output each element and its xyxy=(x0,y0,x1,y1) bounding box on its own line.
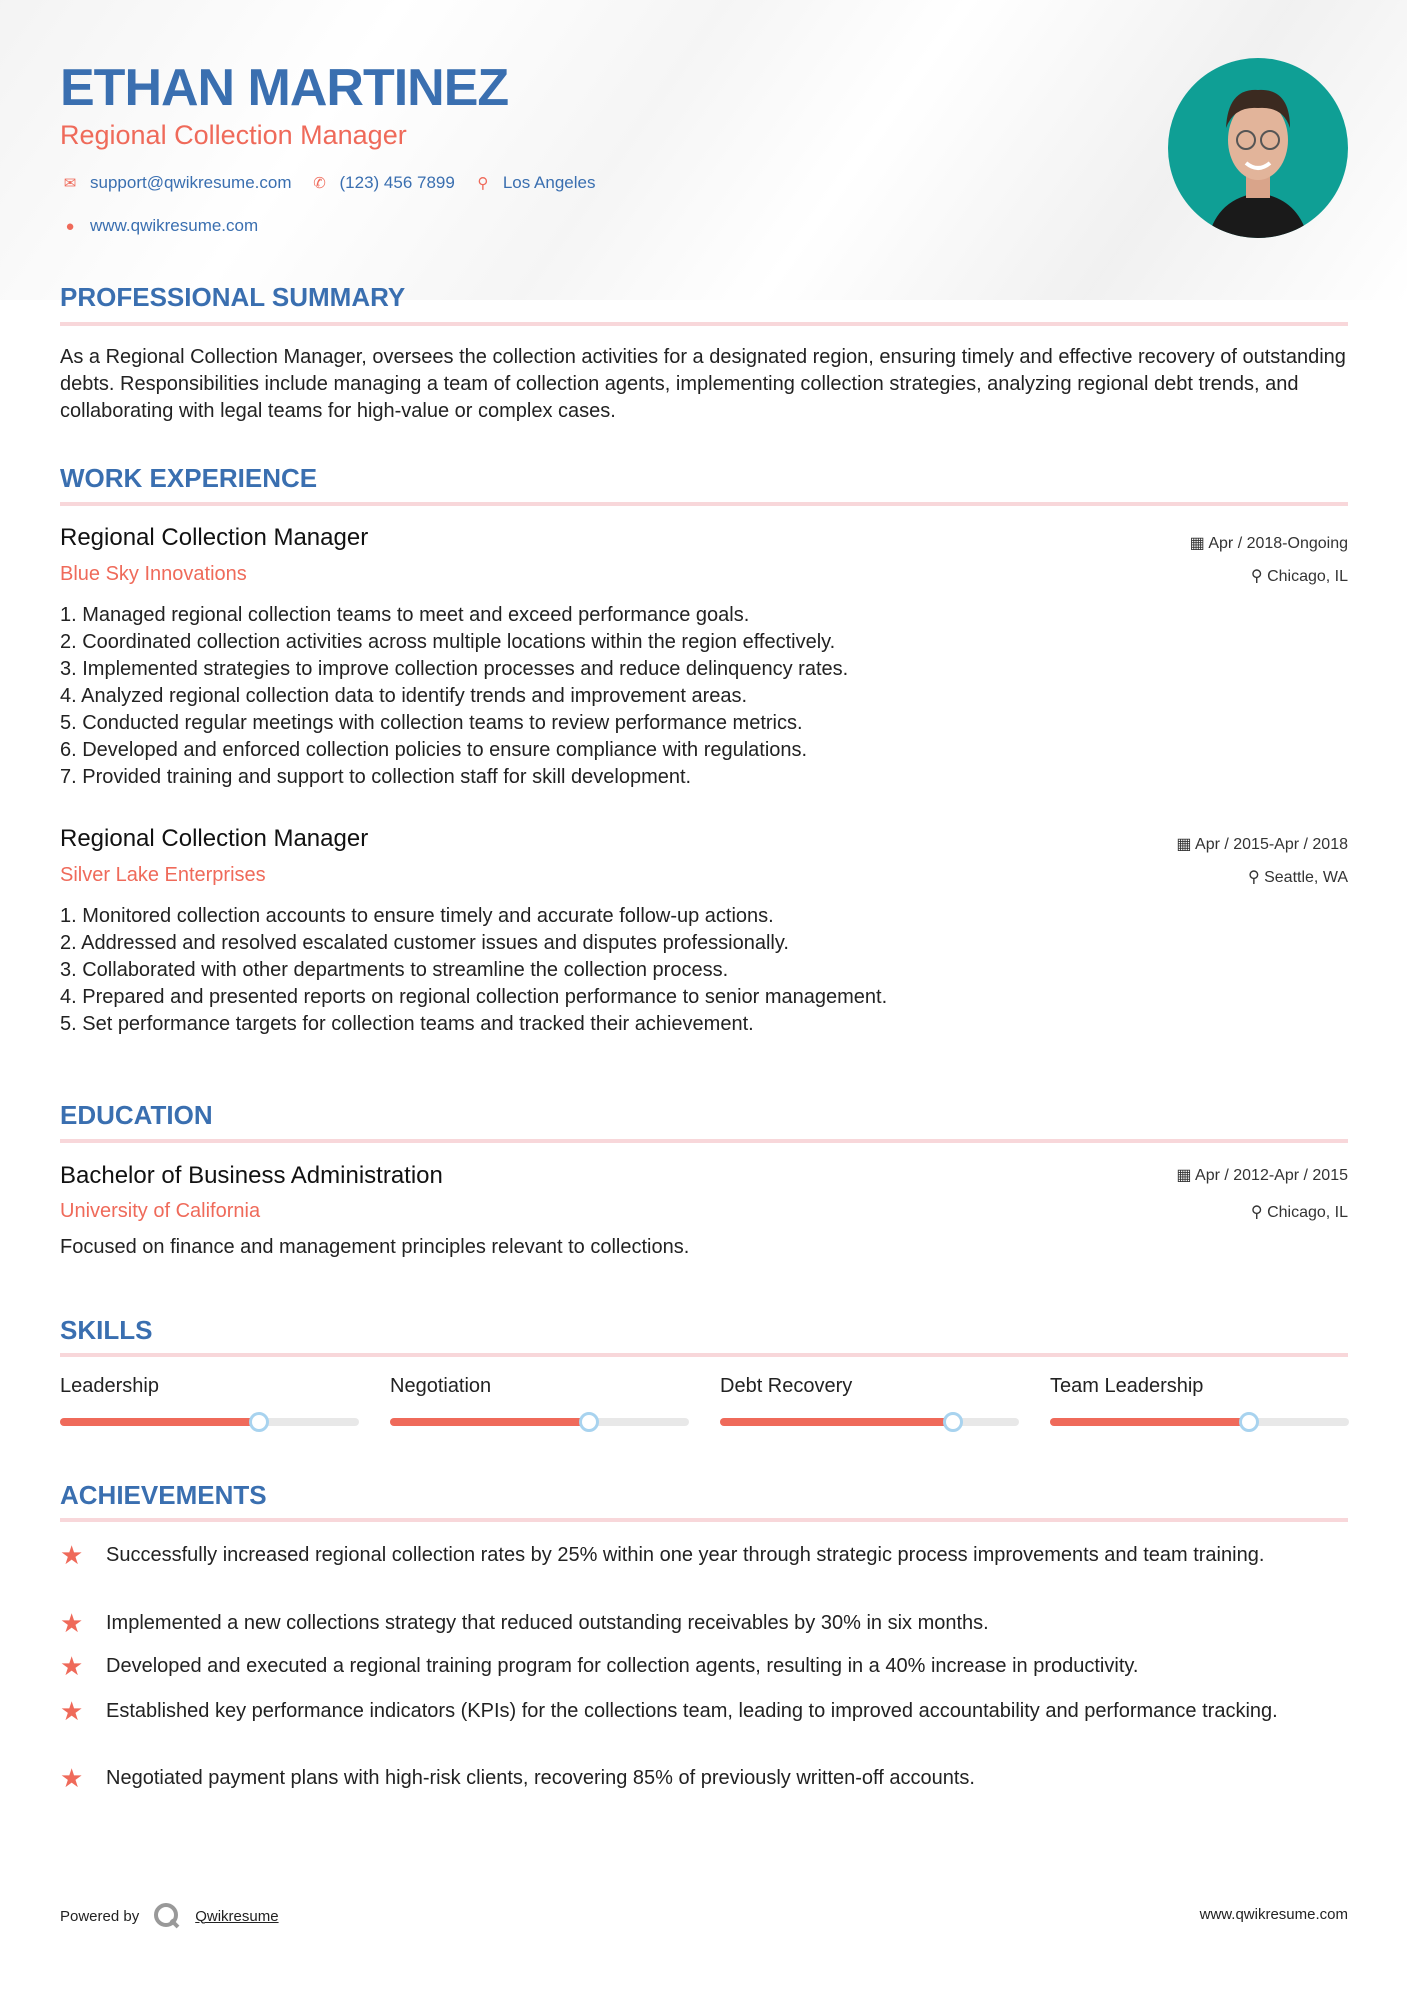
qwikresume-logo-icon xyxy=(153,1902,181,1930)
pin-icon: ⚲ xyxy=(1250,1204,1268,1221)
skill-item xyxy=(1050,1375,1349,1426)
skill-bar-knob xyxy=(579,1412,599,1432)
skill-bar-fill xyxy=(60,1418,259,1426)
job-title: Regional Collection Manager xyxy=(60,524,369,551)
divider xyxy=(60,502,1348,506)
list-item: 1. Monitored collection accounts to ensure timely and accurate follow-up actions. xyxy=(60,905,774,927)
location-pin-icon: ⚲ xyxy=(477,175,489,192)
location-text: Chicago, IL xyxy=(1267,568,1348,585)
divider xyxy=(60,1518,1348,1522)
pin-icon: ⚲ xyxy=(1250,568,1268,585)
skill-name: Negotiation xyxy=(390,1375,492,1397)
skill-bar xyxy=(1050,1418,1349,1426)
footer-website[interactable]: www.qwikresume.com xyxy=(1199,1906,1348,1923)
pin-icon: ⚲ xyxy=(1247,869,1265,886)
avatar xyxy=(1168,58,1348,238)
summary-heading: PROFESSIONAL SUMMARY xyxy=(60,282,406,312)
achievement-text: Developed and executed a regional training program for collection agents, resulting in a 40% increase in productivity. xyxy=(106,1655,1139,1677)
achievement-text: Implemented a new collections strategy that reduced outstanding receivables by 30% in six months. xyxy=(106,1612,989,1634)
achievement-item xyxy=(60,1542,1348,1569)
list-item: 4. Analyzed regional collection data to identify trends and improvement areas. xyxy=(60,685,748,707)
list-item: 5. Conducted regular meetings with collection teams to review performance metrics. xyxy=(60,712,803,734)
skill-item xyxy=(720,1375,1019,1426)
job-company: Blue Sky Innovations xyxy=(60,563,247,585)
skills-list xyxy=(60,1375,1349,1426)
star-icon: ★ xyxy=(60,1540,84,1570)
job-bullets xyxy=(60,602,848,791)
divider xyxy=(60,1353,1348,1357)
achievement-item xyxy=(60,1610,1348,1637)
achievement-text: Established key performance indicators (KPIs) for the collections team, leading to improved accountability and performance tracking. xyxy=(106,1700,1278,1722)
website-row xyxy=(60,216,258,236)
calendar-icon: ▦ xyxy=(1176,1167,1196,1184)
skills-heading: SKILLS xyxy=(60,1315,153,1345)
location-text: Seattle, WA xyxy=(1264,869,1348,886)
list-item: 6. Developed and enforced collection policies to ensure compliance with regulations. xyxy=(60,739,808,761)
achievement-item xyxy=(60,1653,1348,1680)
skill-bar-fill xyxy=(390,1418,589,1426)
skill-name: Team Leadership xyxy=(1050,1375,1204,1397)
skill-name: Debt Recovery xyxy=(720,1375,853,1397)
experience-heading: WORK EXPERIENCE xyxy=(60,463,318,493)
list-item: 2. Coordinated collection activities across multiple locations within the region effectively. xyxy=(60,631,836,653)
school: University of California xyxy=(60,1200,261,1222)
degree: Bachelor of Business Administration xyxy=(60,1162,443,1189)
list-item: 7. Provided training and support to collection staff for skill development. xyxy=(60,766,692,788)
education-location xyxy=(1251,1202,1348,1222)
job-company: Silver Lake Enterprises xyxy=(60,864,266,886)
job-dates xyxy=(1190,533,1348,553)
list-item: 3. Collaborated with other departments to streamline the collection process. xyxy=(60,959,729,981)
achievement-text: Negotiated payment plans with high-risk clients, recovering 85% of previously written-off accounts. xyxy=(106,1767,975,1789)
divider xyxy=(60,322,1348,326)
location-text: Chicago, IL xyxy=(1267,1204,1348,1221)
website-link[interactable]: www.qwikresume.com xyxy=(90,216,259,235)
qwikresume-link[interactable]: Qwikresume xyxy=(195,1907,279,1925)
skill-bar xyxy=(60,1418,359,1426)
star-icon: ★ xyxy=(60,1608,84,1638)
skill-bar-fill xyxy=(1050,1418,1249,1426)
education-description: Focused on finance and management principles relevant to collections. xyxy=(60,1236,690,1258)
skill-bar-knob xyxy=(1239,1412,1259,1432)
list-item: 3. Implemented strategies to improve collection processes and reduce delinquency rates. xyxy=(60,658,849,680)
footer-left xyxy=(60,1902,279,1930)
list-item: 1. Managed regional collection teams to meet and exceed performance goals. xyxy=(60,604,750,626)
dates-text: Apr / 2018-Ongoing xyxy=(1208,535,1348,552)
skill-item xyxy=(390,1375,689,1426)
skill-bar xyxy=(720,1418,1019,1426)
list-item: 5. Set performance targets for collection teams and tracked their achievement. xyxy=(60,1013,754,1035)
contact-row xyxy=(60,173,595,193)
education-dates xyxy=(1176,1165,1348,1185)
phone-icon: ✆ xyxy=(313,175,326,192)
skill-bar-knob xyxy=(943,1412,963,1432)
dates-text: Apr / 2015-Apr / 2018 xyxy=(1195,836,1348,853)
achievements-heading: ACHIEVEMENTS xyxy=(60,1480,267,1510)
skill-name: Leadership xyxy=(60,1375,159,1397)
list-item: 2. Addressed and resolved escalated customer issues and disputes professionally. xyxy=(60,932,789,954)
phone-text: (123) 456 7899 xyxy=(339,173,455,192)
star-icon: ★ xyxy=(60,1763,84,1793)
summary-text: As a Regional Collection Manager, oversees the collection activities for a designated region, ensuring timely and effective recovery of outstanding debts. Responsibilities include managing a team of collection agents, implementing collection strategies, analyzing regional debt trends, and collaborating with legal teams for high-value or complex cases. xyxy=(60,346,1346,422)
email-link[interactable]: support@qwikresume.com xyxy=(90,173,292,192)
skill-bar xyxy=(390,1418,689,1426)
skill-bar-fill xyxy=(720,1418,953,1426)
dates-text: Apr / 2012-Apr / 2015 xyxy=(1195,1167,1348,1184)
candidate-name: ETHAN MARTINEZ xyxy=(60,59,509,117)
candidate-title: Regional Collection Manager xyxy=(60,120,407,150)
email-icon: ✉ xyxy=(63,175,77,192)
education-heading: EDUCATION xyxy=(60,1100,213,1130)
divider xyxy=(60,1139,1348,1143)
star-icon: ★ xyxy=(60,1651,84,1681)
star-icon: ★ xyxy=(60,1696,84,1726)
achievement-item xyxy=(60,1698,1348,1725)
list-item: 4. Prepared and presented reports on regional collection performance to senior management. xyxy=(60,986,888,1008)
skill-item xyxy=(60,1375,359,1426)
job-location xyxy=(1248,867,1348,887)
job-bullets xyxy=(60,903,887,1038)
calendar-icon: ▦ xyxy=(1189,535,1209,552)
job-dates xyxy=(1176,834,1348,854)
profile-photo xyxy=(1168,58,1348,238)
powered-by-label: Powered by xyxy=(60,1907,140,1925)
achievement-item xyxy=(60,1765,1348,1792)
calendar-icon: ▦ xyxy=(1176,836,1196,853)
achievement-text: Successfully increased regional collection rates by 25% within one year through strategic process improvements and team training. xyxy=(106,1544,1265,1566)
skill-bar-knob xyxy=(249,1412,269,1432)
location-text: Los Angeles xyxy=(502,173,596,192)
globe-icon: ● xyxy=(65,217,75,235)
job-location xyxy=(1251,566,1348,586)
job-title: Regional Collection Manager xyxy=(60,825,369,852)
